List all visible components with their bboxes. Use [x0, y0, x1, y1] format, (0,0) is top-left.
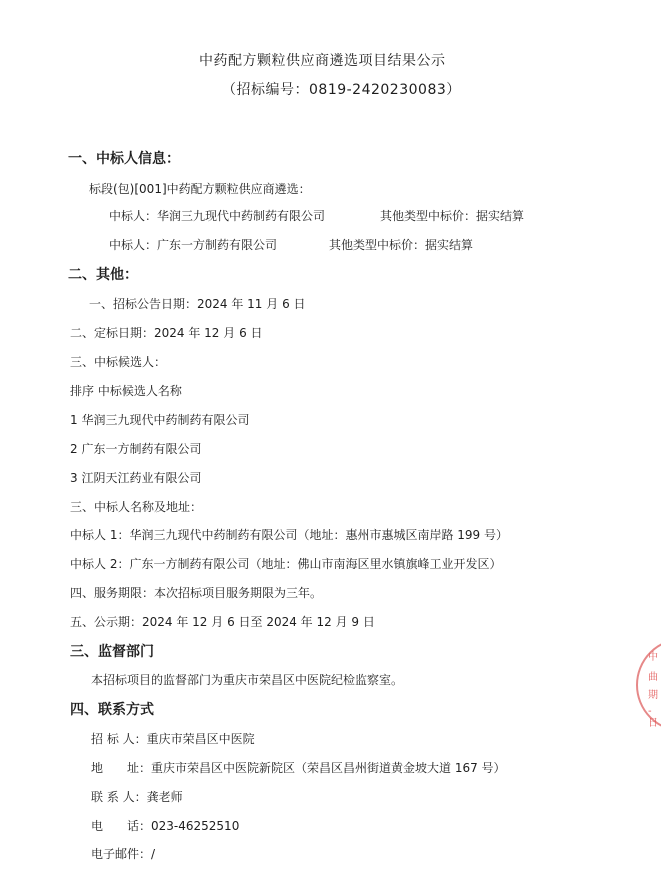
email-value: / — [151, 847, 156, 861]
contact-phone — [91, 818, 239, 834]
winner-row-2 — [109, 237, 277, 253]
candidates-table-header: 排序 中标候选人名称 — [70, 384, 182, 398]
phone-label: 电 话： — [91, 819, 152, 833]
section-heading-supervision: 三、监督部门 — [70, 644, 154, 660]
publicity-period: 五、公示期：2024 年 12 月 6 日至 2024 年 12 月 9 日 — [70, 615, 375, 629]
email-label: 电子邮件： — [91, 847, 152, 861]
seal-text: 曲 — [648, 672, 658, 683]
winner-address-heading: 三、中标人名称及地址： — [70, 500, 203, 514]
seal-text: 中 — [648, 652, 658, 663]
section-heading-contact: 四、联系方式 — [70, 702, 154, 718]
contact-tenderer — [91, 731, 255, 747]
winner-label: 中标人： — [109, 238, 158, 252]
award-date: 二、定标日期：2024 年 12 月 6 日 — [70, 326, 263, 340]
contact-email — [91, 846, 155, 862]
section-heading-winner-info: 一、中标人信息： — [68, 151, 180, 167]
price-value: 据实结算 — [476, 209, 525, 223]
winner-address-2: 中标人 2：广东一方制药有限公司（地址：佛山市南海区里水镇旗峰工业开发区） — [70, 557, 502, 571]
phone-value: 023-46252510 — [151, 819, 240, 833]
contact-label: 联 系 人： — [91, 790, 147, 804]
candidate-row: 3 江阴天江药业有限公司 — [70, 471, 202, 485]
candidates-heading: 三、中标候选人： — [70, 355, 167, 369]
winner-row-2-price — [329, 237, 473, 253]
winner-name: 华润三九现代中药制药有限公司 — [157, 209, 326, 223]
address-value: 重庆市荣昌区中医院新院区（荣昌区昌州街道黄金坡大道 167 号） — [151, 761, 506, 775]
tenderer-value: 重庆市荣昌区中医院 — [146, 732, 255, 746]
service-period: 四、服务期限：本次招标项目服务期限为三年。 — [70, 586, 323, 600]
seal-text: -日 — [648, 706, 658, 729]
contact-value: 龚老师 — [146, 790, 183, 804]
page-title: 中药配方颗粒供应商遴选项目结果公示 — [199, 53, 446, 69]
winner-name: 广东一方制药有限公司 — [157, 238, 278, 252]
section-heading-other: 二、其他： — [68, 267, 138, 283]
candidate-row: 1 华润三九现代中药制药有限公司 — [70, 413, 250, 427]
winner-row-1-price — [380, 208, 524, 224]
candidate-row: 2 广东一方制药有限公司 — [70, 442, 202, 456]
tenderer-label: 招 标 人： — [91, 732, 147, 746]
winner-label: 中标人： — [109, 209, 158, 223]
lot-line: 标段(包)[001]中药配方颗粒供应商遴选： — [89, 182, 311, 196]
price-label: 其他类型中标价： — [329, 238, 426, 252]
price-value: 据实结算 — [425, 238, 474, 252]
seal-text: 期 — [648, 690, 658, 701]
bid-number: （招标编号：0819-2420230083） — [222, 82, 461, 98]
price-label: 其他类型中标价： — [380, 209, 477, 223]
contact-person — [91, 789, 183, 805]
winner-row-1 — [109, 208, 325, 224]
winner-address-1: 中标人 1：华润三九现代中药制药有限公司（地址：惠州市惠城区南岸路 199 号） — [70, 528, 508, 542]
address-label: 地 址： — [91, 761, 152, 775]
announcement-date: 一、招标公告日期：2024 年 11 月 6 日 — [89, 297, 306, 311]
contact-address — [91, 760, 506, 776]
supervision-text: 本招标项目的监督部门为重庆市荣昌区中医院纪检监察室。 — [91, 673, 404, 687]
